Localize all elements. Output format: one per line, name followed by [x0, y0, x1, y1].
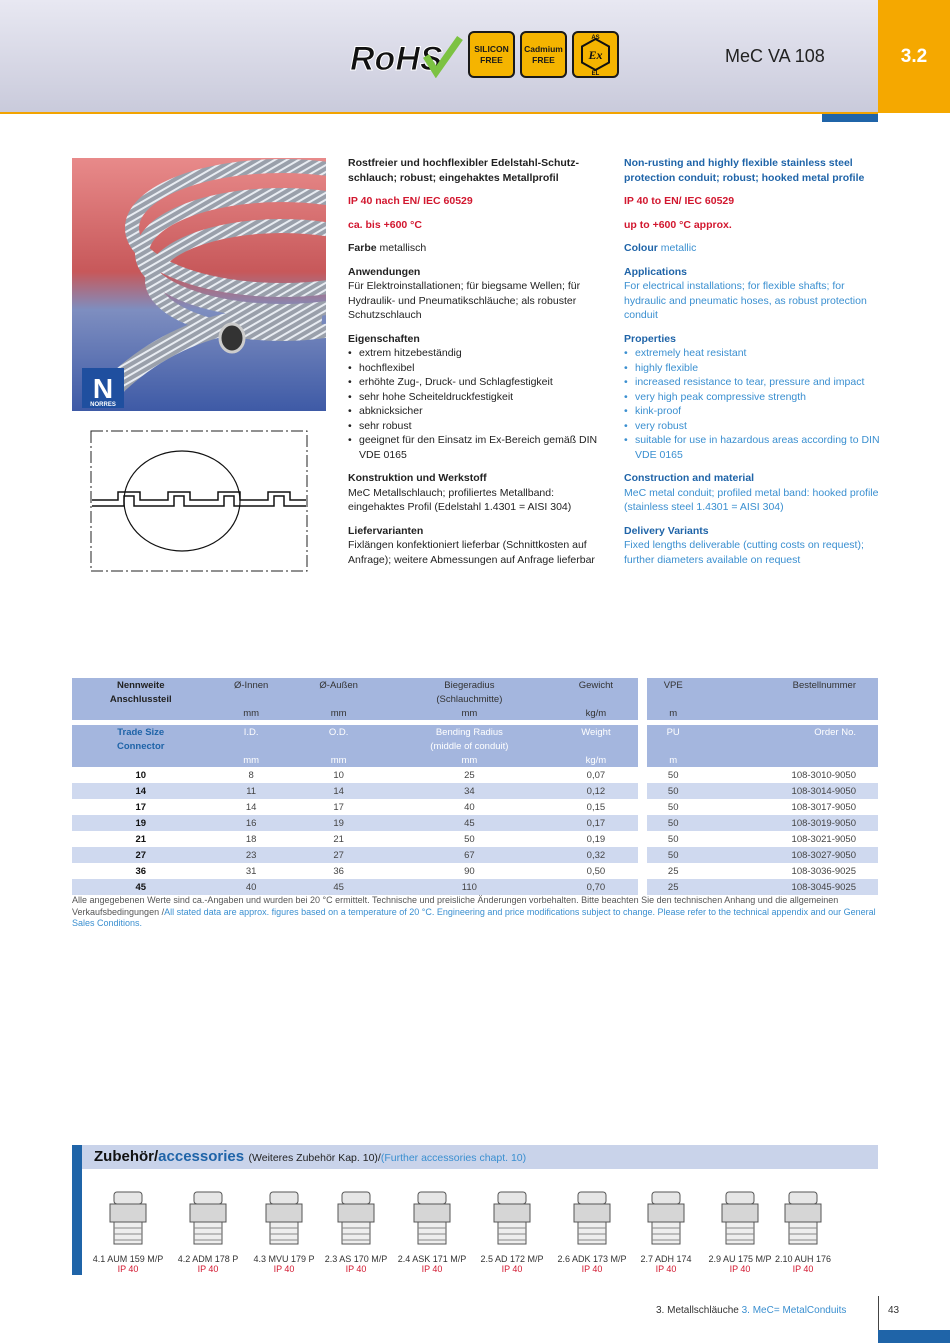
svg-text:RoHS: RoHS	[350, 40, 443, 78]
accessory-label: 4.3 MVU 179 P	[253, 1254, 315, 1264]
cell-weight: 0,17	[554, 815, 637, 831]
cell-vpe: 25	[647, 879, 700, 895]
table-spacer	[638, 799, 647, 815]
cell-order-number: 108-3036-9025	[791, 865, 856, 877]
table-row	[72, 863, 878, 879]
accessory-label: 4.1 AUM 159 M/P	[92, 1254, 164, 1264]
fitting-icon	[712, 1188, 768, 1248]
cell-outer-diameter: 19	[293, 815, 385, 831]
accessory-item	[552, 1188, 632, 1274]
unit-outer: mm	[293, 753, 385, 767]
accessory-ip: IP 40	[501, 1264, 523, 1274]
page-number: 43	[888, 1305, 900, 1316]
table-spacer	[638, 725, 647, 739]
en-construction-text: MeC metal conduit; profiled metal band: hooked profile (stainless steel 1.4301 = AISI 304)	[624, 486, 879, 513]
table-cell	[293, 692, 385, 706]
accessory-item	[168, 1188, 248, 1274]
cell-inner-diameter: 16	[209, 815, 292, 831]
fitting-icon	[100, 1188, 156, 1248]
accessories-note-en: (Further accessories chapt. 10)	[380, 1152, 527, 1164]
table-footnote	[72, 895, 878, 930]
cell-inner-diameter: 31	[245, 865, 257, 877]
table-row	[72, 815, 878, 831]
accessory-label: 2.4 ASK 171 M/P	[397, 1254, 467, 1264]
fitting-icon	[404, 1188, 460, 1248]
header-bend-note-de: (Schlauchmitte)	[385, 692, 555, 706]
en-construction-title: Construction and material	[624, 472, 755, 484]
list-item: • very high peak compressive strength	[624, 390, 884, 405]
table-row	[72, 783, 878, 799]
accessory-label: 4.2 ADM 178 P	[177, 1254, 239, 1264]
unit-outer: mm	[293, 706, 385, 720]
cell-bending-radius: 45	[385, 815, 555, 831]
table-spacer	[638, 706, 647, 720]
cell-weight: 0,19	[586, 833, 606, 845]
de-properties-title: Eigenschaften	[348, 332, 420, 345]
header-bend-de: Biegeradius	[385, 678, 555, 692]
table-cell	[700, 739, 878, 753]
list-item: • extremely heat resistant	[624, 346, 884, 361]
cell-bending-radius: 90	[464, 865, 475, 877]
header-outer-en: O.D.	[293, 725, 385, 739]
cell-outer-diameter: 14	[293, 783, 385, 799]
accessory-label: 2.7 ADH 174	[640, 1254, 692, 1264]
de-temperature: ca. bis +600 °C	[348, 218, 422, 231]
svg-text:EL: EL	[591, 71, 600, 76]
cell-outer-diameter: 10	[333, 769, 344, 781]
accessory-item	[472, 1188, 552, 1274]
cell-trade-size: 27	[72, 847, 209, 863]
de-properties-list	[348, 346, 608, 462]
header-order-de: Bestellnummer	[700, 678, 878, 692]
footer-accent-stripe	[878, 1330, 950, 1343]
header-accent-tab	[822, 114, 878, 122]
fitting-icon	[638, 1188, 694, 1248]
en-delivery-title: Delivery Variants	[624, 524, 709, 537]
unit-vpe: m	[647, 706, 700, 720]
de-delivery-title: Liefervarianten	[348, 524, 424, 537]
cell-outer-diameter: 36	[333, 865, 344, 877]
table-spacer	[638, 739, 647, 753]
svg-text:AS: AS	[591, 35, 600, 41]
cell-bending-radius: 25	[464, 769, 475, 781]
unit-weight: kg/m	[554, 706, 637, 720]
table-cell	[647, 692, 700, 706]
ex-atex-badge	[572, 31, 619, 78]
chapter-number: 3.2	[878, 0, 950, 113]
accessory-item	[763, 1188, 843, 1274]
header-outer-de: Ø-Außen	[293, 678, 385, 692]
footnote-en: All stated data are approx. figures based on a temperature of 20 °C. Engineering and price modifications subject to change. Please refer to the technical appendix and our General Sales Conditions.	[72, 906, 876, 928]
list-item: • extrem hitzebeständig	[348, 346, 608, 361]
table-cell	[554, 739, 637, 753]
list-item: • increased resistance to tear, pressure and impact	[624, 375, 884, 390]
fitting-icon	[180, 1188, 236, 1248]
accessory-ip: IP 40	[197, 1264, 219, 1274]
list-item: • very robust	[624, 419, 884, 434]
ex-hexagon-icon	[574, 33, 617, 76]
accessories-note-de: (Weiteres Zubehör Kap. 10)/	[248, 1152, 381, 1164]
accessory-label: 2.10 AUH 176	[774, 1254, 832, 1264]
list-item: • kink-proof	[624, 404, 884, 419]
cell-bending-radius: 34	[385, 783, 555, 799]
table-spacer	[638, 863, 647, 879]
cell-inner-diameter: 40	[209, 879, 292, 895]
footer-divider	[878, 1296, 879, 1330]
header-size-de: Nennweite	[72, 678, 209, 692]
cell-vpe: 50	[647, 783, 700, 799]
cell-vpe: 50	[667, 769, 679, 781]
cell-inner-diameter: 14	[245, 801, 257, 813]
fitting-icon	[564, 1188, 620, 1248]
cell-order-number: 108-3017-9050	[791, 801, 856, 813]
table-spacer	[638, 753, 647, 767]
footnote-de: Alle angegebenen Werte sind ca.-Angaben und wurden bei 20 °C ermittelt. Technische und preisliche Änderungen vorbehalten. Bitte beachten Sie den technischen Anhang und die allgemeinen Verkaufsbedingungen /	[72, 895, 839, 917]
table-spacer	[638, 879, 647, 895]
accessory-ip: IP 40	[345, 1264, 367, 1274]
table-cell	[209, 739, 292, 753]
cell-outer-diameter: 45	[293, 879, 385, 895]
cell-outer-diameter: 27	[293, 847, 385, 863]
list-item: • highly flexible	[624, 361, 884, 376]
de-delivery-text: Fixlängen konfektioniert lieferbar (Schnittkosten auf Anfrage); weitere Abmessungen auf Anfrage lieferbar	[348, 539, 595, 566]
list-item: • erhöhte Zug-, Druck- und Schlagfestigkeit	[348, 375, 608, 390]
cell-trade-size: 17	[135, 801, 147, 813]
norres-wordmark: NORRES	[90, 402, 116, 408]
svg-text:Ex: Ex	[588, 48, 603, 62]
table-spacer	[638, 692, 647, 706]
cell-vpe: 25	[667, 865, 679, 877]
cell-weight: 0,07	[586, 769, 606, 781]
table-cell	[293, 739, 385, 753]
table-spacer	[638, 831, 647, 847]
silicon-free-badge	[468, 31, 515, 78]
footer-section-de: 3. Metallschläuche	[656, 1305, 739, 1316]
table-spacer	[638, 815, 647, 831]
accessory-ip: IP 40	[273, 1264, 295, 1274]
de-applications-text: Für Elektroinstallationen; für biegsame Wellen; für Hydraulik- und Pneumatikschläuche; als robuster Schutzschlauch	[348, 280, 581, 321]
product-photo	[72, 158, 326, 411]
table-header-de	[72, 678, 878, 692]
de-ip-rating: IP 40 nach EN/ IEC 60529	[348, 195, 473, 207]
cell-bending-radius: 40	[464, 801, 475, 813]
cell-inner-diameter: 11	[209, 783, 292, 799]
list-item: • abknicksicher	[348, 404, 608, 419]
cell-weight: 0,70	[554, 879, 637, 895]
header-size-en: Trade Size	[72, 725, 209, 739]
norres-logo: N	[92, 373, 114, 404]
accessory-ip: IP 40	[729, 1264, 751, 1274]
cell-order-number: 108-3019-9050	[700, 815, 878, 831]
en-applications-title: Applications	[624, 265, 688, 278]
accessories-header	[72, 1145, 878, 1169]
page-footer	[656, 1305, 846, 1316]
cell-trade-size: 36	[135, 865, 147, 877]
en-delivery-text: Fixed lengths deliverable (cutting costs on request); further diameters available on request	[624, 539, 864, 566]
table-cell	[72, 706, 209, 720]
en-title: Non-rusting and highly flexible stainless steel protection conduit; robust; hooked metal profile	[624, 157, 865, 184]
accessory-ip: IP 40	[581, 1264, 603, 1274]
list-item: • geeignet für den Einsatz im Ex-Bereich gemäß DIN VDE 0165	[348, 433, 608, 462]
cell-inner-diameter: 8	[248, 769, 254, 781]
cell-trade-size: 10	[135, 769, 147, 781]
cell-inner-diameter: 23	[209, 847, 292, 863]
table-cell	[72, 753, 209, 767]
accessory-item	[392, 1188, 472, 1274]
table-spacer	[638, 678, 647, 692]
cell-order-number: 108-3014-9050	[700, 783, 878, 799]
cadmium-free-badge	[520, 31, 567, 78]
cell-trade-size: 14	[72, 783, 209, 799]
accessory-ip: IP 40	[792, 1264, 814, 1274]
table-header-en-2	[72, 739, 878, 753]
table-cell	[700, 706, 878, 720]
de-colour	[348, 241, 608, 256]
en-properties-list	[624, 346, 884, 462]
badge-line: SILICON	[474, 43, 509, 54]
en-colour-value: metallic	[660, 242, 697, 254]
fitting-icon	[328, 1188, 384, 1248]
en-applications-text: For electrical installations; for flexible shafts; for hydraulic and pneumatic hoses, as robust protection conduit	[624, 280, 867, 321]
unit-bend: mm	[385, 706, 555, 720]
accessory-label: 2.5 AD 172 M/P	[480, 1254, 544, 1264]
table-cell	[700, 753, 878, 767]
table-row	[72, 831, 878, 847]
header-bend-en: Bending Radius	[385, 725, 555, 739]
table-cell	[647, 739, 700, 753]
de-construction-title: Konstruktion und Werkstoff	[348, 472, 487, 484]
cell-trade-size: 19	[72, 815, 209, 831]
cell-trade-size: 21	[135, 833, 147, 845]
cell-trade-size: 45	[72, 879, 209, 895]
table-row	[72, 879, 878, 895]
header-vpe-en: PU	[647, 725, 700, 739]
list-item: • hochflexibel	[348, 361, 608, 376]
cell-outer-diameter: 21	[333, 833, 344, 845]
table-row	[72, 847, 878, 863]
de-colour-label: Farbe	[348, 242, 377, 254]
cell-inner-diameter: 18	[245, 833, 257, 845]
header-inner-en: I.D.	[209, 725, 292, 739]
accessory-ip: IP 40	[117, 1264, 139, 1274]
unit-bend: mm	[385, 753, 555, 767]
header-connector-de: Anschlussteil	[72, 692, 209, 706]
badge-line: FREE	[532, 54, 555, 65]
fitting-icon	[775, 1188, 831, 1248]
table-spacer	[638, 847, 647, 863]
accessory-label: 2.3 AS 170 M/P	[324, 1254, 388, 1264]
table-row	[72, 767, 878, 783]
badge-line: FREE	[480, 54, 503, 65]
list-item: • sehr hohe Scheiteldruckfestigkeit	[348, 390, 608, 405]
cell-bending-radius: 110	[385, 879, 555, 895]
fitting-icon	[256, 1188, 312, 1248]
cell-weight: 0,32	[554, 847, 637, 863]
cell-vpe: 50	[647, 815, 700, 831]
de-construction-text: MeC Metallschlauch; profiliertes Metallband: eingehaktes Profil (Edelstahl 1.4301 = AISI 304)	[348, 486, 572, 513]
badge-line: Cadmium	[524, 43, 563, 54]
cell-outer-diameter: 17	[333, 801, 344, 813]
cell-vpe: 50	[667, 833, 679, 845]
accessory-ip: IP 40	[655, 1264, 677, 1274]
header-divider	[0, 112, 878, 114]
cell-bending-radius: 67	[385, 847, 555, 863]
footer-section-en: 3. MeC= MetalConduits	[741, 1305, 847, 1316]
header-order-en: Order No.	[700, 725, 878, 739]
table-header-en	[72, 725, 878, 739]
cell-weight: 0,15	[586, 801, 606, 813]
product-title: MeC VA 108	[725, 46, 825, 66]
en-properties-title: Properties	[624, 332, 676, 345]
accessories-title-de: Zubehör/	[94, 1148, 159, 1165]
table-row	[72, 799, 878, 815]
accessories-accent-bar	[72, 1169, 82, 1275]
table-cell	[554, 692, 637, 706]
table-units-de	[72, 706, 878, 720]
en-ip-rating: IP 40 to EN/ IEC 60529	[624, 195, 735, 207]
de-title: Rostfreier und hochflexibler Edelstahl-Schutz-schlauch; robust; eingehaktes Metallprofil	[348, 157, 580, 184]
accessory-item	[316, 1188, 396, 1274]
cell-vpe: 50	[647, 847, 700, 863]
accessory-label: 2.9 AU 175 M/P	[708, 1254, 772, 1264]
de-applications-title: Anwendungen	[348, 265, 421, 278]
rohs-logo	[348, 32, 464, 78]
fitting-icon	[484, 1188, 540, 1248]
table-header-de-2	[72, 692, 878, 706]
de-colour-value: metallisch	[379, 242, 427, 254]
unit-vpe: m	[647, 753, 700, 767]
table-cell	[209, 692, 292, 706]
header-vpe-de: VPE	[647, 678, 700, 692]
accessory-label: 2.6 ADK 173 M/P	[557, 1254, 627, 1264]
accessory-item	[244, 1188, 324, 1274]
header-inner-de: Ø-Innen	[209, 678, 292, 692]
en-temperature: up to +600 °C approx.	[624, 218, 732, 231]
cell-vpe: 50	[667, 801, 679, 813]
en-colour-label: Colour	[624, 242, 658, 254]
cell-order-number: 108-3021-9050	[791, 833, 856, 845]
list-item: • suitable for use in hazardous areas according to DIN VDE 0165	[624, 433, 884, 462]
list-item: • sehr robust	[348, 419, 608, 434]
specification-table	[72, 678, 878, 895]
cell-bending-radius: 50	[464, 833, 475, 845]
unit-inner: mm	[209, 753, 292, 767]
table-spacer	[638, 767, 647, 783]
description-english	[624, 156, 884, 567]
profile-cross-section-diagram	[90, 430, 308, 572]
unit-inner: mm	[209, 706, 292, 720]
header-weight-en: Weight	[554, 725, 637, 739]
table-cell	[700, 692, 878, 706]
accessories-title-en: accessories	[158, 1148, 245, 1165]
description-german	[348, 156, 608, 567]
header-bend-note-en: (middle of conduit)	[385, 739, 555, 753]
cell-weight: 0,50	[586, 865, 606, 877]
cell-weight: 0,12	[554, 783, 637, 799]
unit-weight: kg/m	[554, 753, 637, 767]
cell-order-number: 108-3027-9050	[700, 847, 878, 863]
accessory-ip: IP 40	[421, 1264, 443, 1274]
table-spacer	[638, 783, 647, 799]
table-body	[72, 767, 878, 895]
header-weight-de: Gewicht	[554, 678, 637, 692]
cell-order-number: 108-3045-9025	[700, 879, 878, 895]
table-units-en	[72, 753, 878, 767]
header-connector-en: Connector	[72, 739, 209, 753]
cell-order-number: 108-3010-9050	[791, 769, 856, 781]
en-colour	[624, 241, 884, 256]
accessory-item	[626, 1188, 706, 1274]
accessory-item	[88, 1188, 168, 1274]
